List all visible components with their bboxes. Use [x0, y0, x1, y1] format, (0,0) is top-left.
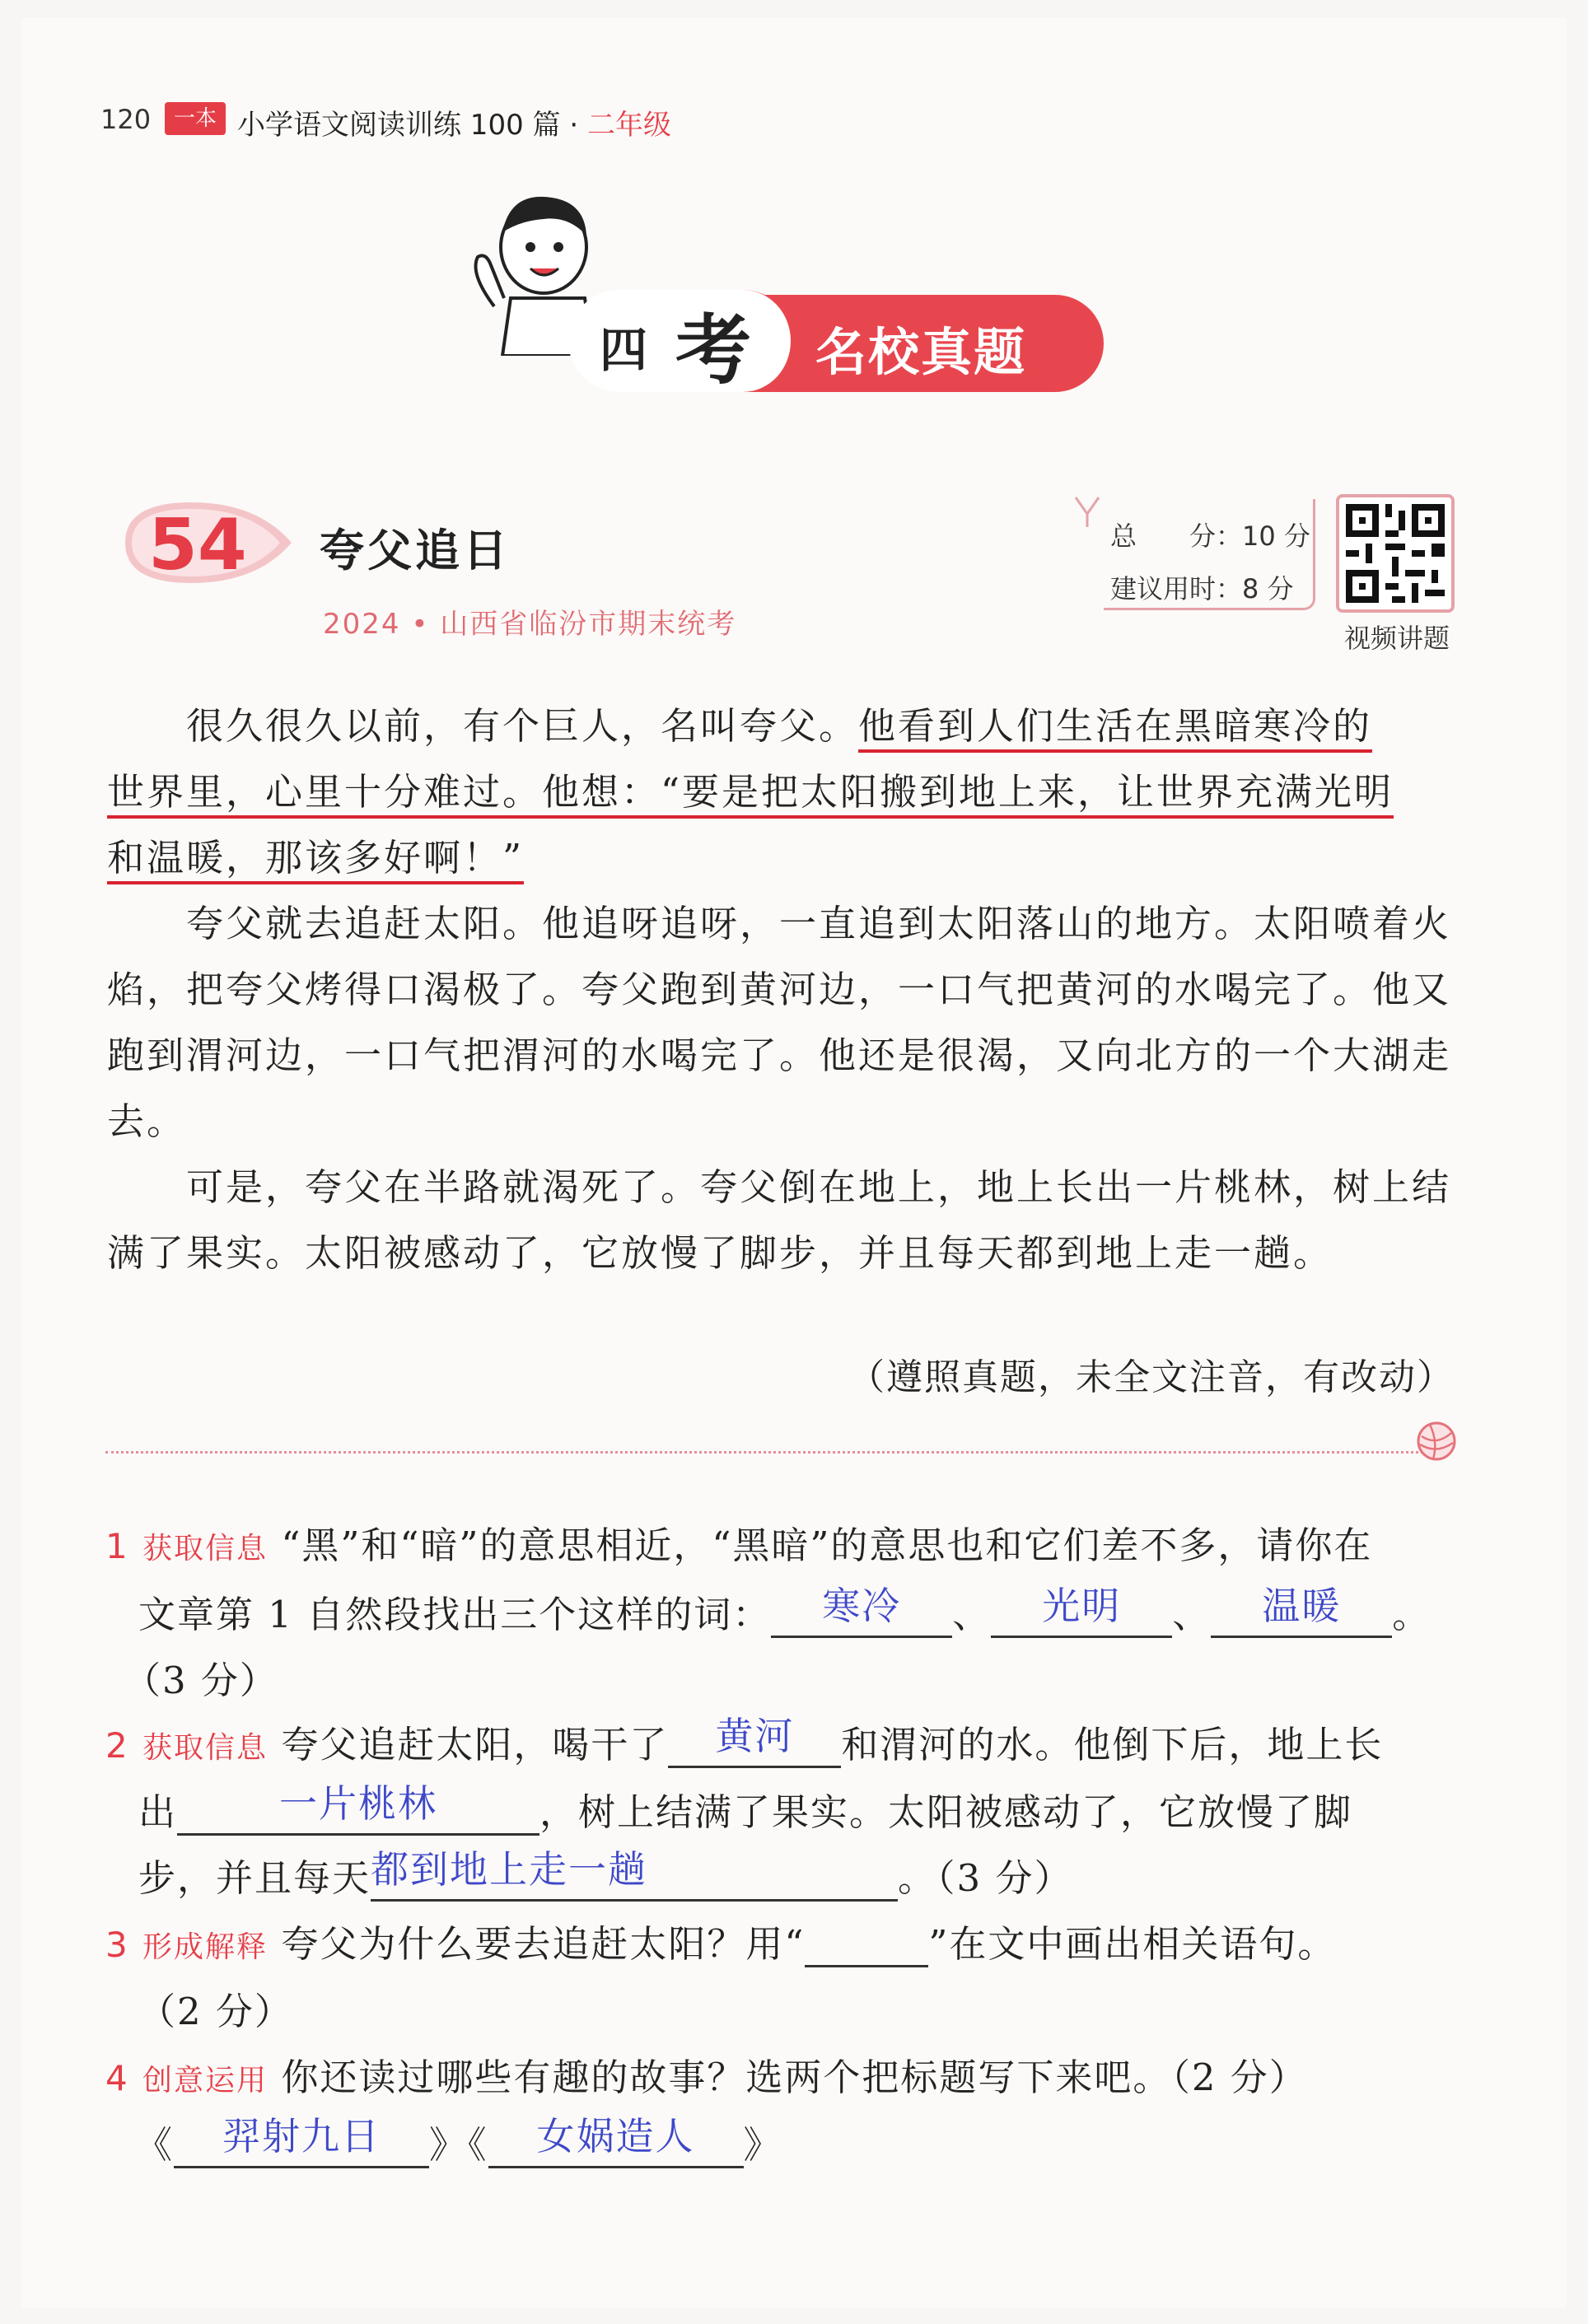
section-divider: [105, 1451, 1423, 1454]
question-1-blank-1[interactable]: [771, 1584, 952, 1638]
suggested-time: 建议用时：8 分: [1110, 573, 1294, 604]
question-1-sep-2: 、: [1172, 1593, 1212, 1636]
banner-prefix: 四: [600, 322, 648, 378]
total-score: 总 分：10 分: [1110, 520, 1310, 552]
paragraph-1-line-3: [107, 825, 1458, 891]
title-separator: ·: [569, 109, 579, 142]
lesson-source: 2024 • 山西省临汾市期末统考: [323, 608, 737, 641]
passage-paragraph-3: 可是，夸父在半路就渴死了。夸父倒在地上，地上长出一片桃林，树上结满了果实。太阳被感动了，它放慢了脚步，并且每天都到地上走一趟。: [107, 1165, 1452, 1275]
question-1-answer-2: 光明: [1042, 1584, 1122, 1628]
brand-logo: 一本: [165, 102, 226, 135]
question-3-mark-blank[interactable]: [805, 1929, 928, 1967]
question-2-text-e: 步，并且每天: [138, 1856, 371, 1900]
underlined-sentence-part-3: 和温暖，那该多好啊！”: [107, 836, 524, 884]
qr-code-icon: [1339, 497, 1451, 609]
source-note: （遵照真题，未全文注音，有改动）: [848, 1356, 1455, 1398]
book-title: [237, 102, 671, 142]
question-1-answer-3: 温暖: [1262, 1584, 1342, 1628]
question-1-tag: 获取信息: [142, 1532, 269, 1566]
question-1-points: （3 分）: [124, 1659, 278, 1702]
paragraph-1-plain: 很久很久以前，有个巨人，名叫夸父。: [186, 704, 859, 748]
question-2-text-b: 和渭河的水。他倒下后，地上长: [841, 1723, 1384, 1766]
question-2-line-3: [138, 1848, 1072, 1902]
question-4-blank-2[interactable]: [488, 2114, 744, 2168]
question-4-line-2: [135, 2115, 782, 2168]
question-1-sep-1: 、: [952, 1593, 992, 1636]
question-2-answer-2: 一片桃林: [279, 1781, 438, 1826]
question-2-blank-2[interactable]: [177, 1781, 539, 1836]
question-1-blank-3[interactable]: [1211, 1584, 1392, 1638]
score-ribbon-icon: [1071, 494, 1104, 527]
question-1-text-a: “黑”和“暗”的意思相近，“黑暗”的意思也和它们差不多，请你在: [281, 1524, 1373, 1567]
question-4-open-1: 《: [135, 2123, 175, 2167]
question-2-text-c: 出: [138, 1790, 178, 1834]
question-2-answer-1: 黄河: [715, 1714, 795, 1758]
question-4-blank-1[interactable]: [174, 2114, 429, 2168]
passage-paragraph-1: [107, 693, 1458, 891]
video-explanation-label: 视频讲题: [1344, 623, 1450, 654]
question-4-line-1: [105, 2047, 1308, 2101]
question-1-end: 。: [1392, 1593, 1432, 1636]
question-1-line-1: [105, 1515, 1372, 1569]
question-4-tag: 创意运用: [142, 2064, 269, 2098]
question-2-text-f: 。（3 分）: [898, 1856, 1073, 1900]
question-3-points: （2 分）: [138, 1990, 293, 2033]
banner-main: 考: [675, 306, 752, 394]
lesson-title: 夸父追日: [320, 525, 511, 576]
question-2-answer-3: 都到地上走一趟: [371, 1847, 648, 1892]
question-3-text-b: ”在文中画出相关语句。: [928, 1922, 1337, 1966]
question-4-open-2: 《: [468, 2123, 488, 2167]
question-3-tag: 形成解释: [142, 1930, 269, 1964]
question-4-number: 4: [105, 2058, 129, 2098]
question-2-number: 2: [105, 1725, 129, 1766]
question-3-line-1: [105, 1914, 1336, 1967]
question-1-text-b: 文章第 1 自然段找出三个这样的词：: [138, 1593, 772, 1636]
question-2-blank-1[interactable]: [668, 1714, 841, 1768]
question-1-number: 1: [105, 1526, 129, 1566]
question-2-text-a: 夸父追赶太阳，喝干了: [281, 1723, 669, 1766]
banner-section-name: 名校真题: [815, 322, 1027, 382]
question-1-answer-1: 寒冷: [822, 1584, 902, 1628]
question-4-close-2: 》: [743, 2123, 782, 2167]
question-4-answer-2: 女娲造人: [536, 2114, 695, 2158]
page-number: 120: [100, 104, 152, 135]
underlined-sentence-part-2: 世界里，心里十分难过。他想：“要是把太阳搬到地上来，让世界充满光明: [107, 770, 1394, 819]
paragraph-1-line-1: [107, 693, 1458, 759]
question-2-blank-3[interactable]: [371, 1847, 898, 1902]
question-4-text: 你还读过哪些有趣的故事？选两个把标题写下来吧。（2 分）: [281, 2056, 1308, 2099]
question-4-answer-1: 羿射九日: [222, 2114, 381, 2158]
yarn-ball-icon: [1413, 1418, 1460, 1464]
paragraph-1-line-2: [107, 759, 1458, 825]
grade-label: 二年级: [586, 109, 671, 142]
question-1-blank-2[interactable]: [991, 1584, 1172, 1638]
question-2-text-d: ，树上结满了果实。太阳被感动了，它放慢了脚: [539, 1790, 1353, 1834]
question-3-text-a: 夸父为什么要去追赶太阳？用“: [281, 1922, 806, 1966]
book-title-text: 小学语文阅读训练 100 篇: [237, 109, 561, 142]
question-4-close-1: 》: [429, 2123, 469, 2167]
question-3-number: 3: [105, 1925, 129, 1965]
passage-paragraph-2: 夸父就去追赶太阳。他追呀追呀，一直追到太阳落山的地方。太阳喷着火焰，把夸父烤得口渴极了。夸父跑到黄河边，一口气把黄河的水喝完了。他又跑到渭河边，一口气把渭河的水喝完了。他还是很渴，又向北方的一个大湖走去。: [107, 902, 1452, 1143]
question-2-line-1: [105, 1715, 1383, 1768]
question-1-line-2: [138, 1584, 1431, 1638]
lesson-number: 54: [148, 504, 247, 586]
underlined-sentence-part-1: 他看到人们生活在黑暗寒冷的: [858, 704, 1372, 753]
question-2-tag: 获取信息: [142, 1731, 269, 1765]
qr-code[interactable]: [1336, 494, 1455, 613]
question-2-line-2: [138, 1782, 1352, 1836]
